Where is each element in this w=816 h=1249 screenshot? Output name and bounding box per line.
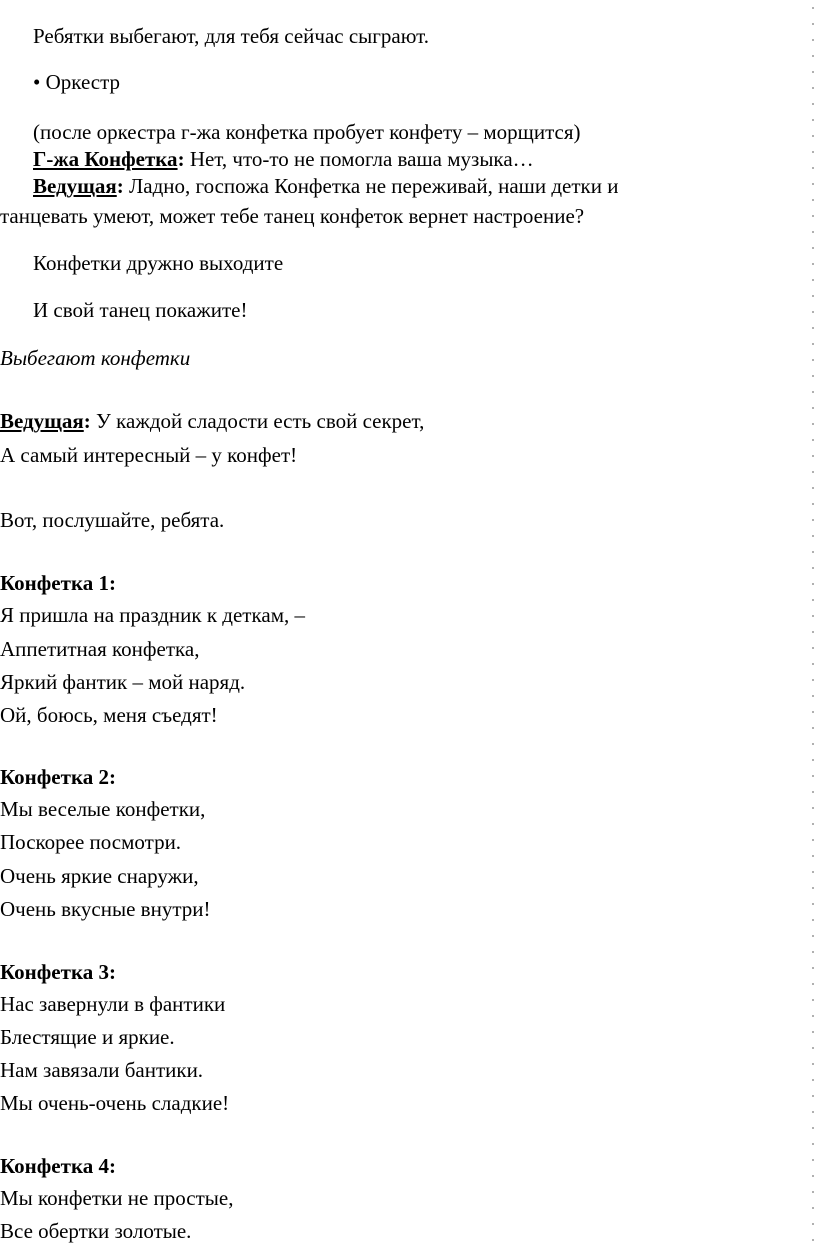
verse-line: Очень вкусные внутри!: [0, 897, 211, 921]
speaker-name: Г-жа Конфетка: [33, 147, 178, 171]
verse-line: Мы веселые конфетки,: [0, 797, 206, 821]
invite-line: Конфетки дружно выходите: [33, 251, 284, 275]
candy-heading: Конфетка 4:: [0, 1154, 116, 1178]
verse-line: Нас завернули в фантики: [0, 992, 226, 1016]
speech-text: Нет, что-то не помогла ваша музыка…: [184, 147, 534, 171]
verse-line: Поскорее посмотри.: [0, 830, 182, 854]
verse-line: Блестящие и яркие.: [0, 1025, 175, 1049]
verse-line: Аппетитная конфетка,: [0, 637, 200, 661]
candy-heading: Конфетка 1:: [0, 571, 116, 595]
intro-line: Ребятки выбегают, для тебя сейчас сыграют.: [33, 24, 429, 48]
verse-line: Мы конфетки не простые,: [0, 1186, 234, 1210]
dialogue-line-host: [33, 174, 618, 198]
candy-heading: Конфетка 3:: [0, 960, 116, 984]
stage-direction-italic: Выбегают конфетки: [0, 346, 191, 370]
speaker-colon: :: [116, 174, 124, 198]
speech-text: У каждой сладости есть свой секрет,: [90, 409, 425, 433]
speech-text: Ладно, госпожа Конфетка не переживай, наши детки и: [123, 174, 619, 198]
verse-line: Все обертки золотые.: [0, 1219, 192, 1243]
invite-line: И свой танец покажите!: [33, 298, 248, 322]
speaker-name: Ведущая: [0, 409, 84, 433]
dialogue-line-gja: [33, 147, 534, 171]
stage-direction: (после оркестра г-жа конфетка пробует конфету – морщится): [33, 120, 581, 144]
verse-line: Нам завязали бантики.: [0, 1058, 204, 1082]
verse-line: Я пришла на праздник к деткам, –: [0, 603, 305, 627]
host-line: [0, 409, 424, 433]
verse-line: Очень яркие снаружи,: [0, 864, 199, 888]
candy-heading: Конфетка 2:: [0, 765, 116, 789]
speaker-name: Ведущая: [33, 174, 117, 198]
verse-line: Мы очень-очень сладкие!: [0, 1091, 230, 1115]
host-line: А самый интересный – у конфет!: [0, 443, 298, 467]
host-line: Вот, послушайте, ребята.: [0, 508, 225, 532]
bullet-orchestra: • Оркестр: [33, 70, 121, 94]
verse-line: Ой, боюсь, меня съедят!: [0, 703, 218, 727]
speech-continuation: танцевать умеют, может тебе танец конфеток вернет настроение?: [0, 204, 585, 228]
speaker-colon: :: [177, 147, 185, 171]
page-edge-dotted-border: [810, 0, 816, 1249]
verse-line: Яркий фантик – мой наряд.: [0, 670, 246, 694]
speaker-colon: :: [83, 409, 91, 433]
